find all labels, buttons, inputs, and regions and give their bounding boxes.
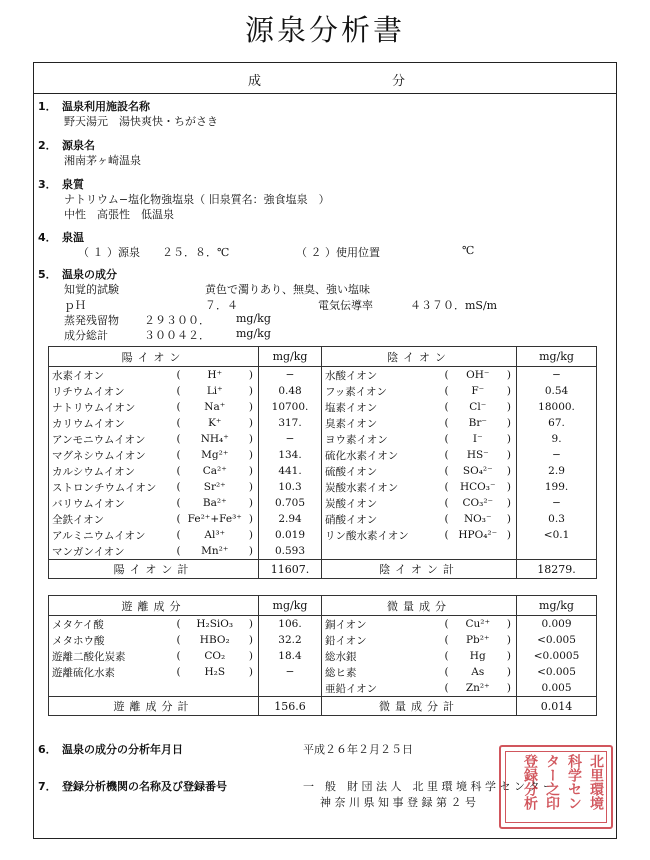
table-row (49, 632, 597, 648)
component-name: カリウムイオン (49, 415, 172, 431)
section-6-heading: 6． 温泉の成分の分析年月日 (38, 743, 183, 756)
component-symbol: ( CO₃²⁻ ) (440, 495, 517, 511)
component-symbol: ( Mg²⁺ ) (172, 447, 259, 463)
ph-value: ７．４ (205, 299, 238, 312)
section-3-heading: 3． 泉質 (38, 178, 84, 191)
component-name: 硫化水素イオン (322, 447, 440, 463)
component-value: 67. (517, 415, 597, 431)
component-value: 441. (259, 463, 322, 479)
component-value: − (517, 367, 597, 384)
component-name: 遊離硫化水素 (49, 664, 172, 680)
component-symbol: ( SO₄²⁻ ) (440, 463, 517, 479)
left-header: 陽イオン (49, 347, 259, 367)
table-row (49, 479, 597, 495)
conductivity-value: ４３７０．mS/m (410, 299, 498, 312)
table-row (49, 447, 597, 463)
component-name: メタホウ酸 (49, 632, 172, 648)
component-name: アンモニウムイオン (49, 431, 172, 447)
component-symbol: ( H⁺ ) (172, 367, 259, 384)
lab-name: 一 般 財 団 法 人 北 里 環 境 科 学 セ ン タ ー (303, 780, 554, 793)
ion-table (48, 346, 597, 579)
right-total-value: 0.014 (517, 697, 597, 716)
component-symbol: ( NH₄⁺ ) (172, 431, 259, 447)
component-value: <0.005 (517, 664, 597, 680)
use-point-temperature: （ ２ ）使用位置 (296, 246, 380, 259)
component-symbol: ( Na⁺ ) (172, 399, 259, 415)
component-value: 0.593 (259, 543, 322, 560)
component-name: 塩素イオン (322, 399, 440, 415)
right-total-value: 18279. (517, 560, 597, 579)
sensory-test-value: 黄色で濁りあり、無臭、強い塩味 (205, 283, 370, 296)
component-value (517, 543, 597, 560)
component-symbol: ( HBO₂ ) (172, 632, 259, 648)
left-total-value: 11607. (259, 560, 322, 579)
section-7-heading: 7． 登録分析機関の名称及び登録番号 (38, 780, 227, 793)
left-total-label: 陽イオン計 (49, 560, 259, 579)
component-name: 遊離二酸化炭素 (49, 648, 172, 664)
section-4-heading: 4． 泉温 (38, 231, 84, 244)
component-name: カルシウムイオン (49, 463, 172, 479)
component-symbol: ( Cl⁻ ) (440, 399, 517, 415)
component-value: 134. (259, 447, 322, 463)
component-value: 2.94 (259, 511, 322, 527)
component-name: 臭素イオン (322, 415, 440, 431)
component-symbol: ( OH⁻ ) (440, 367, 517, 384)
component-symbol: ( NO₃⁻ ) (440, 511, 517, 527)
component-name: フッ素イオン (322, 383, 440, 399)
table-row (49, 543, 597, 560)
component-name: リチウムイオン (49, 383, 172, 399)
component-name (322, 543, 440, 560)
component-symbol: ( I⁻ ) (440, 431, 517, 447)
conductivity-label: 電気伝導率 (318, 299, 373, 312)
left-unit-header: mg/kg (259, 596, 322, 616)
component-value: − (259, 664, 322, 680)
component-value: 0.3 (517, 511, 597, 527)
component-name: 鉛イオン (322, 632, 440, 648)
component-value: 0.009 (517, 616, 597, 633)
table-row (49, 399, 597, 415)
component-name: リン酸水素イオン (322, 527, 440, 543)
component-value: 18000. (517, 399, 597, 415)
component-name: 銅イオン (322, 616, 440, 633)
component-value (259, 680, 322, 697)
lab-registration: 神 奈 川 県 知 事 登 録 第 ２ 号 (320, 796, 476, 809)
analysis-date: 平成２６年２月２５日 (303, 743, 413, 756)
component-name: ストロンチウムイオン (49, 479, 172, 495)
component-name: アルミニウムイオン (49, 527, 172, 543)
right-header: 微量成分 (322, 596, 517, 616)
official-seal: 北里環境 科学セン ター之印 登録分析 (499, 745, 613, 829)
right-unit-header: mg/kg (517, 347, 597, 367)
component-value: <0.1 (517, 527, 597, 543)
component-symbol (440, 543, 517, 560)
total-components-unit: mg/kg (236, 327, 271, 340)
table-row (49, 495, 597, 511)
component-value: 2.9 (517, 463, 597, 479)
component-name (49, 680, 172, 697)
component-value: 9. (517, 431, 597, 447)
section-5-heading: 5． 温泉の成分 (38, 268, 117, 281)
component-symbol: ( Mn²⁺ ) (172, 543, 259, 560)
table-row (49, 367, 597, 384)
residue-value: ２９３００． (144, 314, 210, 327)
component-symbol: ( As ) (440, 664, 517, 680)
table-row (49, 527, 597, 543)
free-trace-table (48, 595, 597, 716)
component-value: <0.005 (517, 632, 597, 648)
component-value: 32.2 (259, 632, 322, 648)
source-temperature: （ １ ）源泉 ２５．８．℃ (78, 246, 230, 259)
ph-label: ｐＨ (64, 299, 86, 312)
component-value: 317. (259, 415, 322, 431)
residue-unit: mg/kg (236, 312, 271, 325)
right-total-label: 陰イオン計 (322, 560, 517, 579)
component-name: 亜鉛イオン (322, 680, 440, 697)
component-value: − (517, 447, 597, 463)
component-symbol: ( HPO₄²⁻ ) (440, 527, 517, 543)
left-unit-header: mg/kg (259, 347, 322, 367)
total-components-label: 成分総計 (64, 329, 108, 342)
component-symbol: ( Fe²⁺+Fe³⁺ ) (172, 511, 259, 527)
residue-label: 蒸発残留物 (64, 314, 119, 327)
component-symbol: ( Sr²⁺ ) (172, 479, 259, 495)
table-row (49, 383, 597, 399)
component-symbol: ( H₂SiO₃ ) (172, 616, 259, 633)
component-name: 硝酸イオン (322, 511, 440, 527)
component-name: マンガンイオン (49, 543, 172, 560)
component-value: 0.54 (517, 383, 597, 399)
page-title: 源泉分析書 (244, 13, 405, 47)
left-total-value: 156.6 (259, 697, 322, 716)
frame-header-char-2: 分 (392, 74, 406, 89)
table-row (49, 648, 597, 664)
component-value: − (517, 495, 597, 511)
component-value: − (259, 431, 322, 447)
table-row (49, 511, 597, 527)
component-symbol: ( Br⁻ ) (440, 415, 517, 431)
component-name: 水酸イオン (322, 367, 440, 384)
component-symbol: ( Hg ) (440, 648, 517, 664)
component-symbol: ( HS⁻ ) (440, 447, 517, 463)
component-name: 炭酸イオン (322, 495, 440, 511)
component-value: 10700. (259, 399, 322, 415)
spring-quality-line1: ナトリウム−塩化物強塩泉（ 旧泉質名：強食塩泉 ） (64, 193, 330, 206)
component-value: − (259, 367, 322, 384)
component-name: ヨウ素イオン (322, 431, 440, 447)
component-name: バリウムイオン (49, 495, 172, 511)
component-symbol: ( CO₂ ) (172, 648, 259, 664)
component-symbol: ( Li⁺ ) (172, 383, 259, 399)
component-name: 全鉄イオン (49, 511, 172, 527)
component-value: 0.019 (259, 527, 322, 543)
component-symbol: ( HCO₃⁻ ) (440, 479, 517, 495)
right-header: 陰イオン (322, 347, 517, 367)
component-name: 総ヒ素 (322, 664, 440, 680)
right-total-label: 微量成分計 (322, 697, 517, 716)
component-name: 水素イオン (49, 367, 172, 384)
component-symbol (172, 680, 259, 697)
component-value: 10.3 (259, 479, 322, 495)
component-value: <0.0005 (517, 648, 597, 664)
right-unit-header: mg/kg (517, 596, 597, 616)
component-name: ナトリウムイオン (49, 399, 172, 415)
component-symbol: ( Zn²⁺ ) (440, 680, 517, 697)
component-symbol: ( Ba²⁺ ) (172, 495, 259, 511)
component-value: 0.48 (259, 383, 322, 399)
component-value: 199. (517, 479, 597, 495)
total-components-value: ３００４２． (144, 329, 210, 342)
source-name: 湘南茅ヶ崎温泉 (64, 154, 141, 167)
component-symbol: ( F⁻ ) (440, 383, 517, 399)
component-name: マグネシウムイオン (49, 447, 172, 463)
facility-name: 野天湯元 湯快爽快・ちがさき (64, 115, 218, 128)
component-value: 106. (259, 616, 322, 633)
table-row (49, 664, 597, 680)
component-symbol: ( H₂S ) (172, 664, 259, 680)
component-value: 0.005 (517, 680, 597, 697)
spring-quality-line2: 中性 高張性 低温泉 (64, 208, 174, 221)
frame-header (34, 63, 616, 94)
table-row (49, 431, 597, 447)
table-row (49, 463, 597, 479)
component-name: 硫酸イオン (322, 463, 440, 479)
component-symbol: ( K⁺ ) (172, 415, 259, 431)
component-name: 炭酸水素イオン (322, 479, 440, 495)
left-header: 遊離成分 (49, 596, 259, 616)
section-2-heading: 2． 源泉名 (38, 139, 95, 152)
table-row (49, 616, 597, 633)
component-symbol: ( Al³⁺ ) (172, 527, 259, 543)
use-point-unit: ℃ (462, 244, 475, 257)
component-name: メタケイ酸 (49, 616, 172, 633)
table-row (49, 415, 597, 431)
component-name: 総水銀 (322, 648, 440, 664)
table-row (49, 680, 597, 697)
component-value: 0.705 (259, 495, 322, 511)
section-1-heading: 1． 温泉利用施設名称 (38, 100, 150, 113)
frame-header-char-1: 成 (248, 74, 262, 89)
component-symbol: ( Ca²⁺ ) (172, 463, 259, 479)
component-symbol: ( Pb²⁺ ) (440, 632, 517, 648)
component-value: 18.4 (259, 648, 322, 664)
left-total-label: 遊離成分計 (49, 697, 259, 716)
component-symbol: ( Cu²⁺ ) (440, 616, 517, 633)
sensory-test-label: 知覚的試験 (64, 283, 119, 296)
